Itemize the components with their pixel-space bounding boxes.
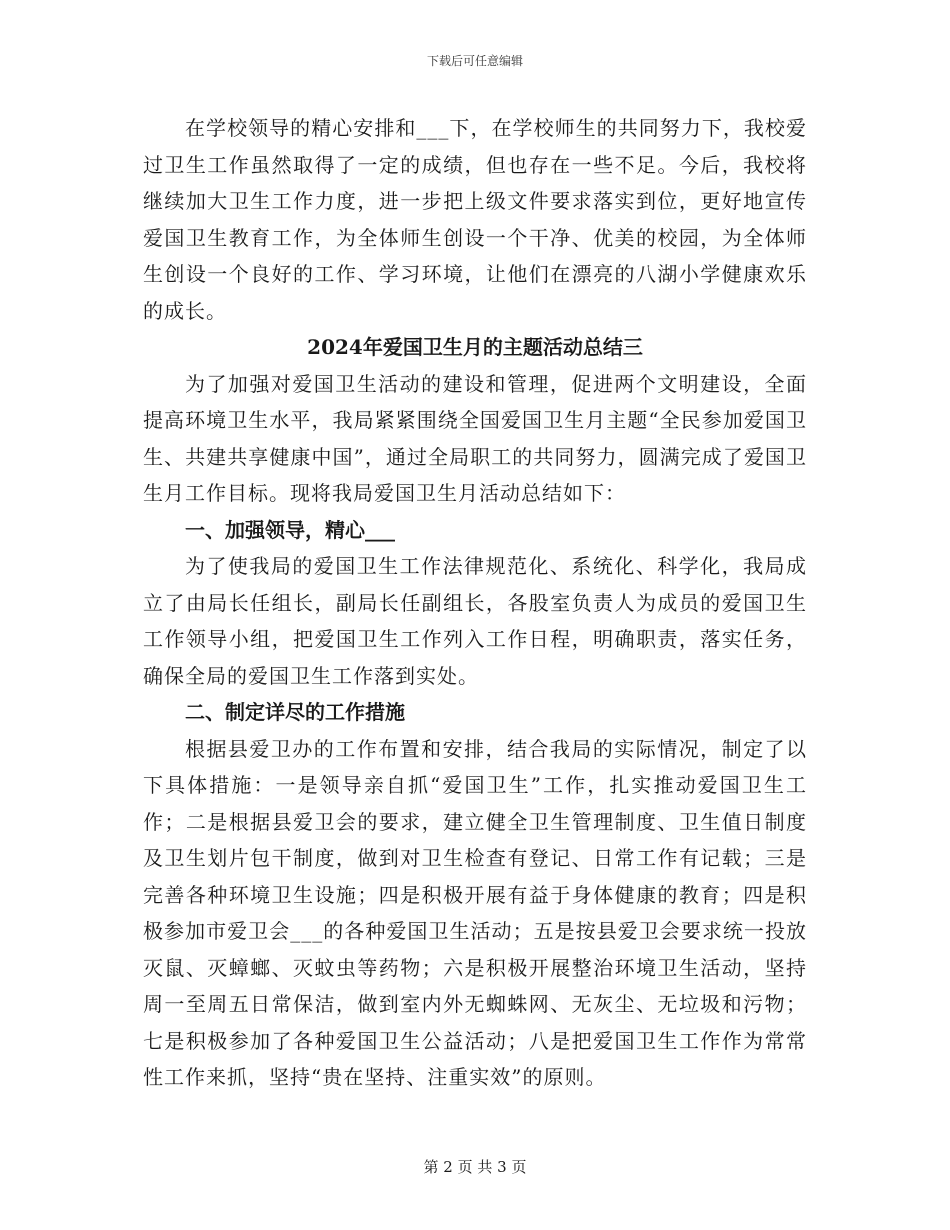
- paragraph-1: 在学校领导的精心安排和___下，在学校师生的共同努力下，我校爱过卫生工作虽然取得了一定的成绩，但也存在一些不足。今后，我校将继续加大卫生工作力度，进一步把上级文件要求落实到位，更好地宣传爱国卫生教育工作，为全体师生创设一个干净、优美的校园，为全体师生创设一个良好的工作、学习环境，让他们在漂亮的八湖小学健康欢乐的成长。: [143, 116, 807, 323]
- paragraph-4: 根据县爱卫办的工作布置和安排，结合我局的实际情况，制定了以下具体措施：一是领导亲自抓“爱国卫生”工作，扎实推动爱国卫生工作；二是根据县爱卫会的要求，建立健全卫生管理制度、卫生值日制度及卫生划片包干制度，做到对卫生检查有登记、日常工作有记载；三是完善各种环境卫生设施；四是积极开展有益于身体健康的教育；四是积极参加市爱卫会___的各种爱国卫生活动；五是按县爱卫会要求统一投放灭鼠、灭蟑螂、灭蚊虫等药物；六是积极开展整治环境卫生活动，坚持周一至周五日常保洁，做到室内外无蜘蛛网、无灰尘、无垃圾和污物；七是积极参加了各种爱国卫生公益活动；八是把爱国卫生工作作为常常性工作来抓，坚持“贵在坚持、注重实效”的原则。: [143, 736, 807, 1089]
- section-title: 2024年爱国卫生月的主题活动总结三: [307, 335, 643, 359]
- heading-1: 一、加强领导，精心___: [185, 517, 395, 542]
- document-body: [143, 110, 807, 1096]
- page-footer: 第 2 页 共 3 页: [423, 1158, 527, 1176]
- page-header: 下载后可任意编辑: [426, 54, 523, 68]
- paragraph-2: 为了加强对爱国卫生活动的建设和管理，促进两个文明建设，全面提高环境卫生水平，我局紧紧围绕全国爱国卫生月主题“全民参加爱国卫生、共建共享健康中国”，通过全局职工的共同努力，圆满完成了爱国卫生月工作目标。现将我局爱国卫生月活动总结如下：: [143, 371, 807, 505]
- paragraph-3: 为了使我局的爱国卫生工作法律规范化、系统化、科学化，我局成立了由局长任组长，副局长任副组长，各股室负责人为成员的爱国卫生工作领导小组，把爱国卫生工作列入工作日程，明确职责，落实任务，确保全局的爱国卫生工作落到实处。: [143, 554, 807, 688]
- heading-2: 二、制定详尽的工作措施: [185, 700, 405, 724]
